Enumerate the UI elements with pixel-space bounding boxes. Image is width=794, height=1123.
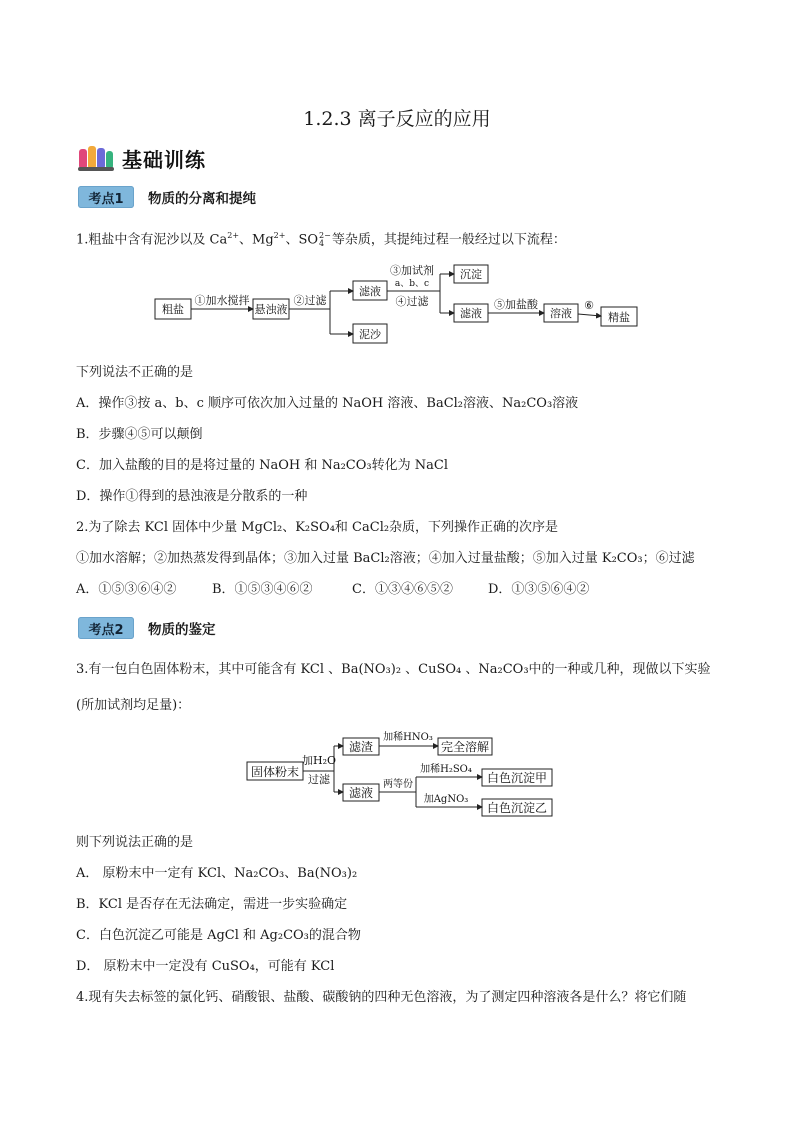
stem-part: 1.粗盐中含有泥沙以及 Ca [76,232,228,248]
option-b: B．KCl 是否存在无法确定，需进一步实验确定 [76,897,348,912]
option-d: D．①③⑤⑥④② [488,582,590,597]
option-c: C．①③④⑥⑤② [352,582,453,597]
charge: 2+ [273,231,286,240]
node-rongye: 溶液 [550,307,572,320]
stem-part: 、SO [285,232,319,248]
option-a: A． 原粉末中一定有 KCl、Na₂CO₃、Ba(NO₃)₂ [76,866,358,881]
step-3a: ③加试剂 [390,264,434,277]
question-3-prompt: 则下列说法正确的是 [76,835,194,850]
step-filter: 过滤 [308,773,330,786]
option-c: C．白色沉淀乙可能是 AgCl 和 Ag₂CO₃的混合物 [76,928,361,943]
step-add-agno3: 加AgNO₃ [423,794,469,805]
section-banner [76,142,206,174]
question-1-stem [76,227,756,249]
purification-flow-diagram [150,258,650,348]
step-1: ①加水搅拌 [194,294,250,307]
option-c: C．加入盐酸的目的是将过量的 NaOH 和 Na₂CO₃转化为 NaCl [76,458,448,473]
subscript: 4 [319,238,325,248]
node-wanquan-rongjie: 完全溶解 [440,740,490,754]
node-chendian: 沉淀 [460,268,482,281]
option-b: B．①⑤③④⑥② [212,582,313,597]
identification-flow-diagram [240,725,560,820]
step-split: 两等份 [383,779,413,790]
option-b: B．步骤④⑤可以颠倒 [76,427,203,442]
node-guti-fenmo: 固体粉末 [250,765,300,779]
option-a: A．操作③按 a、b、c 顺序可依次加入过量的 NaOH 溶液、BaCl₂溶液、Na₂CO₃溶液 [76,396,579,411]
section-heading-2 [78,617,216,639]
crayons-icon [76,143,116,173]
node-lvzha: 滤渣 [348,740,374,754]
node-white-precipitate-b: 白色沉淀乙 [486,801,548,815]
banner-text: 基础训练 [122,147,206,172]
stem-part: 、Mg [239,232,274,248]
kaodian-badge: 考点2 [78,617,134,639]
question-1-prompt: 下列说法不正确的是 [76,365,194,380]
charge: 2− [319,230,331,240]
node-cuyan: 粗盐 [162,303,184,316]
section-heading-1 [78,186,256,208]
step-4: ④过滤 [395,295,429,308]
kaodian-title: 物质的鉴定 [148,622,216,638]
step-add-hno3: 加稀HNO₃ [383,732,433,743]
step-add-h2so4: 加稀H₂SO₄ [420,764,472,775]
page-title: 1.2.3 离子反应的应用 [303,108,491,130]
question-2-options [76,581,756,599]
node-jingyan: 精盐 [608,311,630,324]
option-a: A．①⑤③⑥④② [76,582,177,597]
option-d: D．操作①得到的悬浊液是分散系的一种 [76,489,308,504]
node-xuanzhuoye: 悬浊液 [254,303,288,316]
question-3-stem-2: (所加试剂均足量)： [76,698,191,713]
step-add-water: 加H₂O [301,754,337,767]
step-3b: a、b、c [394,279,430,289]
question-4-stem: 4.现有失去标签的氯化钙、硝酸银、盐酸、碳酸钠的四种无色溶液，为了测定四种溶液各是什么？将它们随 [76,990,687,1005]
step-6: ⑥ [584,299,594,312]
kaodian-badge: 考点1 [78,186,134,208]
question-2-steps: ①加水溶解；②加热蒸发得到晶体；③加入过量 BaCl₂溶液；④加入过量盐酸；⑤加入过量 K₂CO₃；⑥过滤 [76,551,695,566]
charge: 2+ [227,231,240,240]
node-nisha: 泥沙 [359,328,381,341]
stem-part: 等杂质，其提纯过程一般经过以下流程： [331,232,566,248]
question-2-stem: 2.为了除去 KCl 固体中少量 MgCl₂、K₂SO₄和 CaCl₂杂质，下列操作正确的次序是 [76,520,559,535]
node-white-precipitate-a: 白色沉淀甲 [486,771,548,785]
step-2: ②过滤 [293,294,327,307]
kaodian-title: 物质的分离和提纯 [148,191,256,207]
node-lvye: 滤液 [348,786,374,800]
node-lvye-2: 滤液 [460,307,482,320]
option-d: D． 原粉末中一定没有 CuSO₄，可能有 KCl [76,959,335,974]
node-lvye-1: 滤液 [359,285,381,298]
question-3-stem: 3.有一包白色固体粉末，其中可能含有 KCl 、Ba(NO₃)₂ 、CuSO₄ 、Na₂CO₃中的一种或几种，现做以下实验 [76,662,711,677]
step-5: ⑤加盐酸 [494,298,538,311]
